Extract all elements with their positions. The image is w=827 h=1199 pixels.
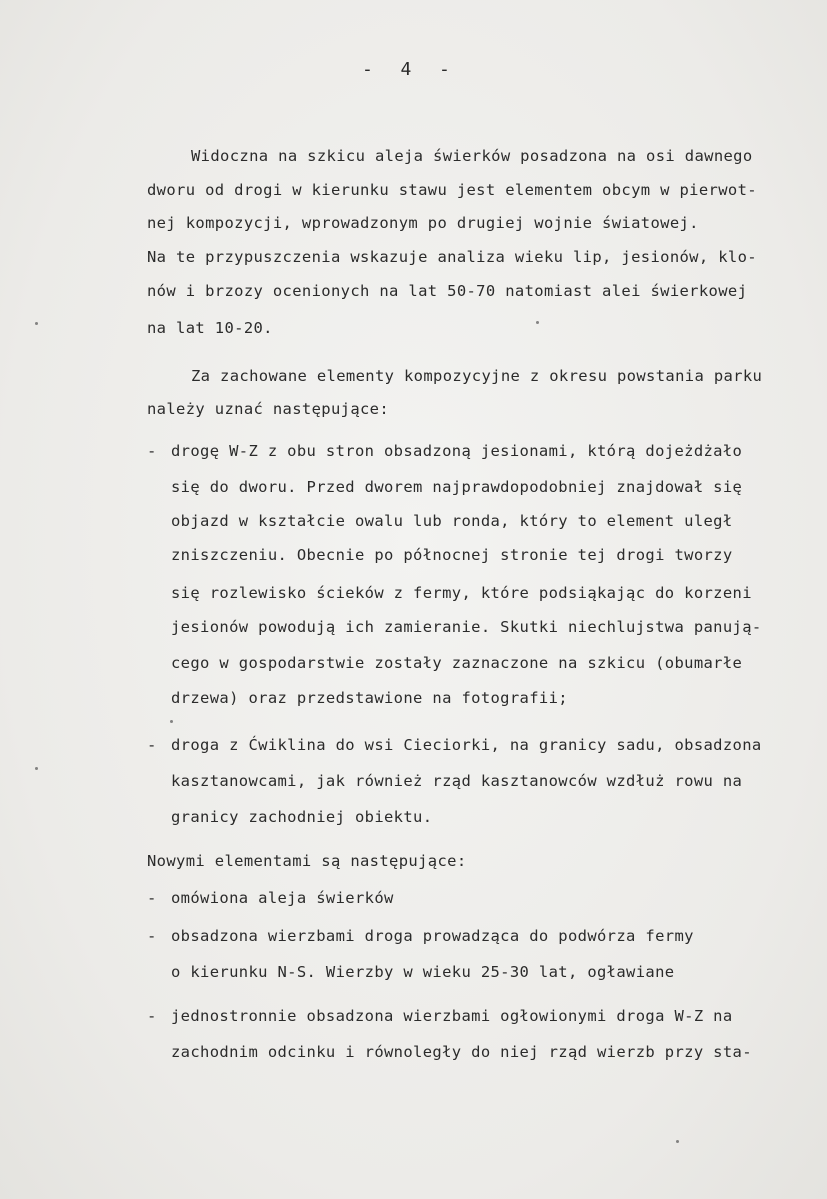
paragraph-2-line-2: należy uznać następujące: [147, 400, 390, 418]
scan-speck [170, 720, 173, 723]
list-2-item-2-line-2: o kierunku N-S. Wierzby w wieku 25-30 lat, ogławiane [171, 963, 675, 981]
paragraph-1-line-2: dworu od drogi w kierunku stawu jest elementem obcym w pierwot- [147, 181, 757, 199]
list-1-item-1-line-4: zniszczeniu. Obecnie po północnej stronie tej drogi tworzy [171, 546, 733, 564]
list-1-item-1-line-6: jesionów powodują ich zamieranie. Skutki niechlujstwa panują- [171, 618, 762, 636]
scan-speck [676, 1140, 679, 1143]
list-1-item-2-line-3: granicy zachodniej obiektu. [171, 808, 433, 826]
list-2-item-1-line-1: omówiona aleja świerków [171, 889, 394, 907]
paragraph-1-line-6: na lat 10-20. [147, 319, 273, 337]
list-1-item-1-line-5: się rozlewisko ścieków z fermy, które podsiąkając do korzeni [171, 584, 752, 602]
list-2-item-2-line-1: obsadzona wierzbami droga prowadząca do podwórza fermy [171, 927, 694, 945]
paragraph-1-line-5: nów i brzozy ocenionych na lat 50-70 natomiast alei świerkowej [147, 282, 748, 300]
list-1-item-2-dash: - [147, 736, 157, 754]
paragraph-2-line-1: Za zachowane elementy kompozycyjne z okresu powstania parku [191, 367, 763, 385]
list-1-item-1-line-7: cego w gospodarstwie zostały zaznaczone na szkicu (obumarłe [171, 654, 743, 672]
list-1-item-1-line-3: objazd w kształcie owalu lub ronda, który to element uległ [171, 512, 733, 530]
list-2-item-2-dash: - [147, 927, 157, 945]
list-1-item-1-line-8: drzewa) oraz przedstawione na fotografii; [171, 689, 568, 707]
list-1-item-2-line-1: droga z Ćwiklina do wsi Cieciorki, na granicy sadu, obsadzona [171, 736, 762, 754]
list-1-item-1-line-2: się do dworu. Przed dworem najprawdopodobniej znajdował się [171, 478, 743, 496]
page-number: - 4 - [362, 59, 452, 80]
list-2-item-3-line-2: zachodnim odcinku i równoległy do niej rząd wierzb przy sta- [171, 1043, 752, 1061]
scan-speck [35, 767, 38, 770]
paragraph-1-line-4: Na te przypuszczenia wskazuje analiza wieku lip, jesionów, klo- [147, 248, 757, 266]
list-1-item-1-dash: - [147, 442, 157, 460]
paragraph-1-line-3: nej kompozycji, wprowadzonym po drugiej wojnie światowej. [147, 214, 699, 232]
list-2-item-3-dash: - [147, 1007, 157, 1025]
paragraph-3: Nowymi elementami są następujące: [147, 852, 467, 870]
paragraph-1-line-1: Widoczna na szkicu aleja świerków posadzona na osi dawnego [191, 147, 753, 165]
scan-speck [536, 321, 539, 324]
list-1-item-1-line-1: drogę W-Z z obu stron obsadzoną jesionami, którą dojeżdżało [171, 442, 743, 460]
scan-speck [35, 322, 38, 325]
list-1-item-2-line-2: kasztanowcami, jak również rząd kasztanowców wzdłuż rowu na [171, 772, 743, 790]
list-2-item-3-line-1: jednostronnie obsadzona wierzbami ogłowionymi droga W-Z na [171, 1007, 733, 1025]
list-2-item-1-dash: - [147, 889, 157, 907]
